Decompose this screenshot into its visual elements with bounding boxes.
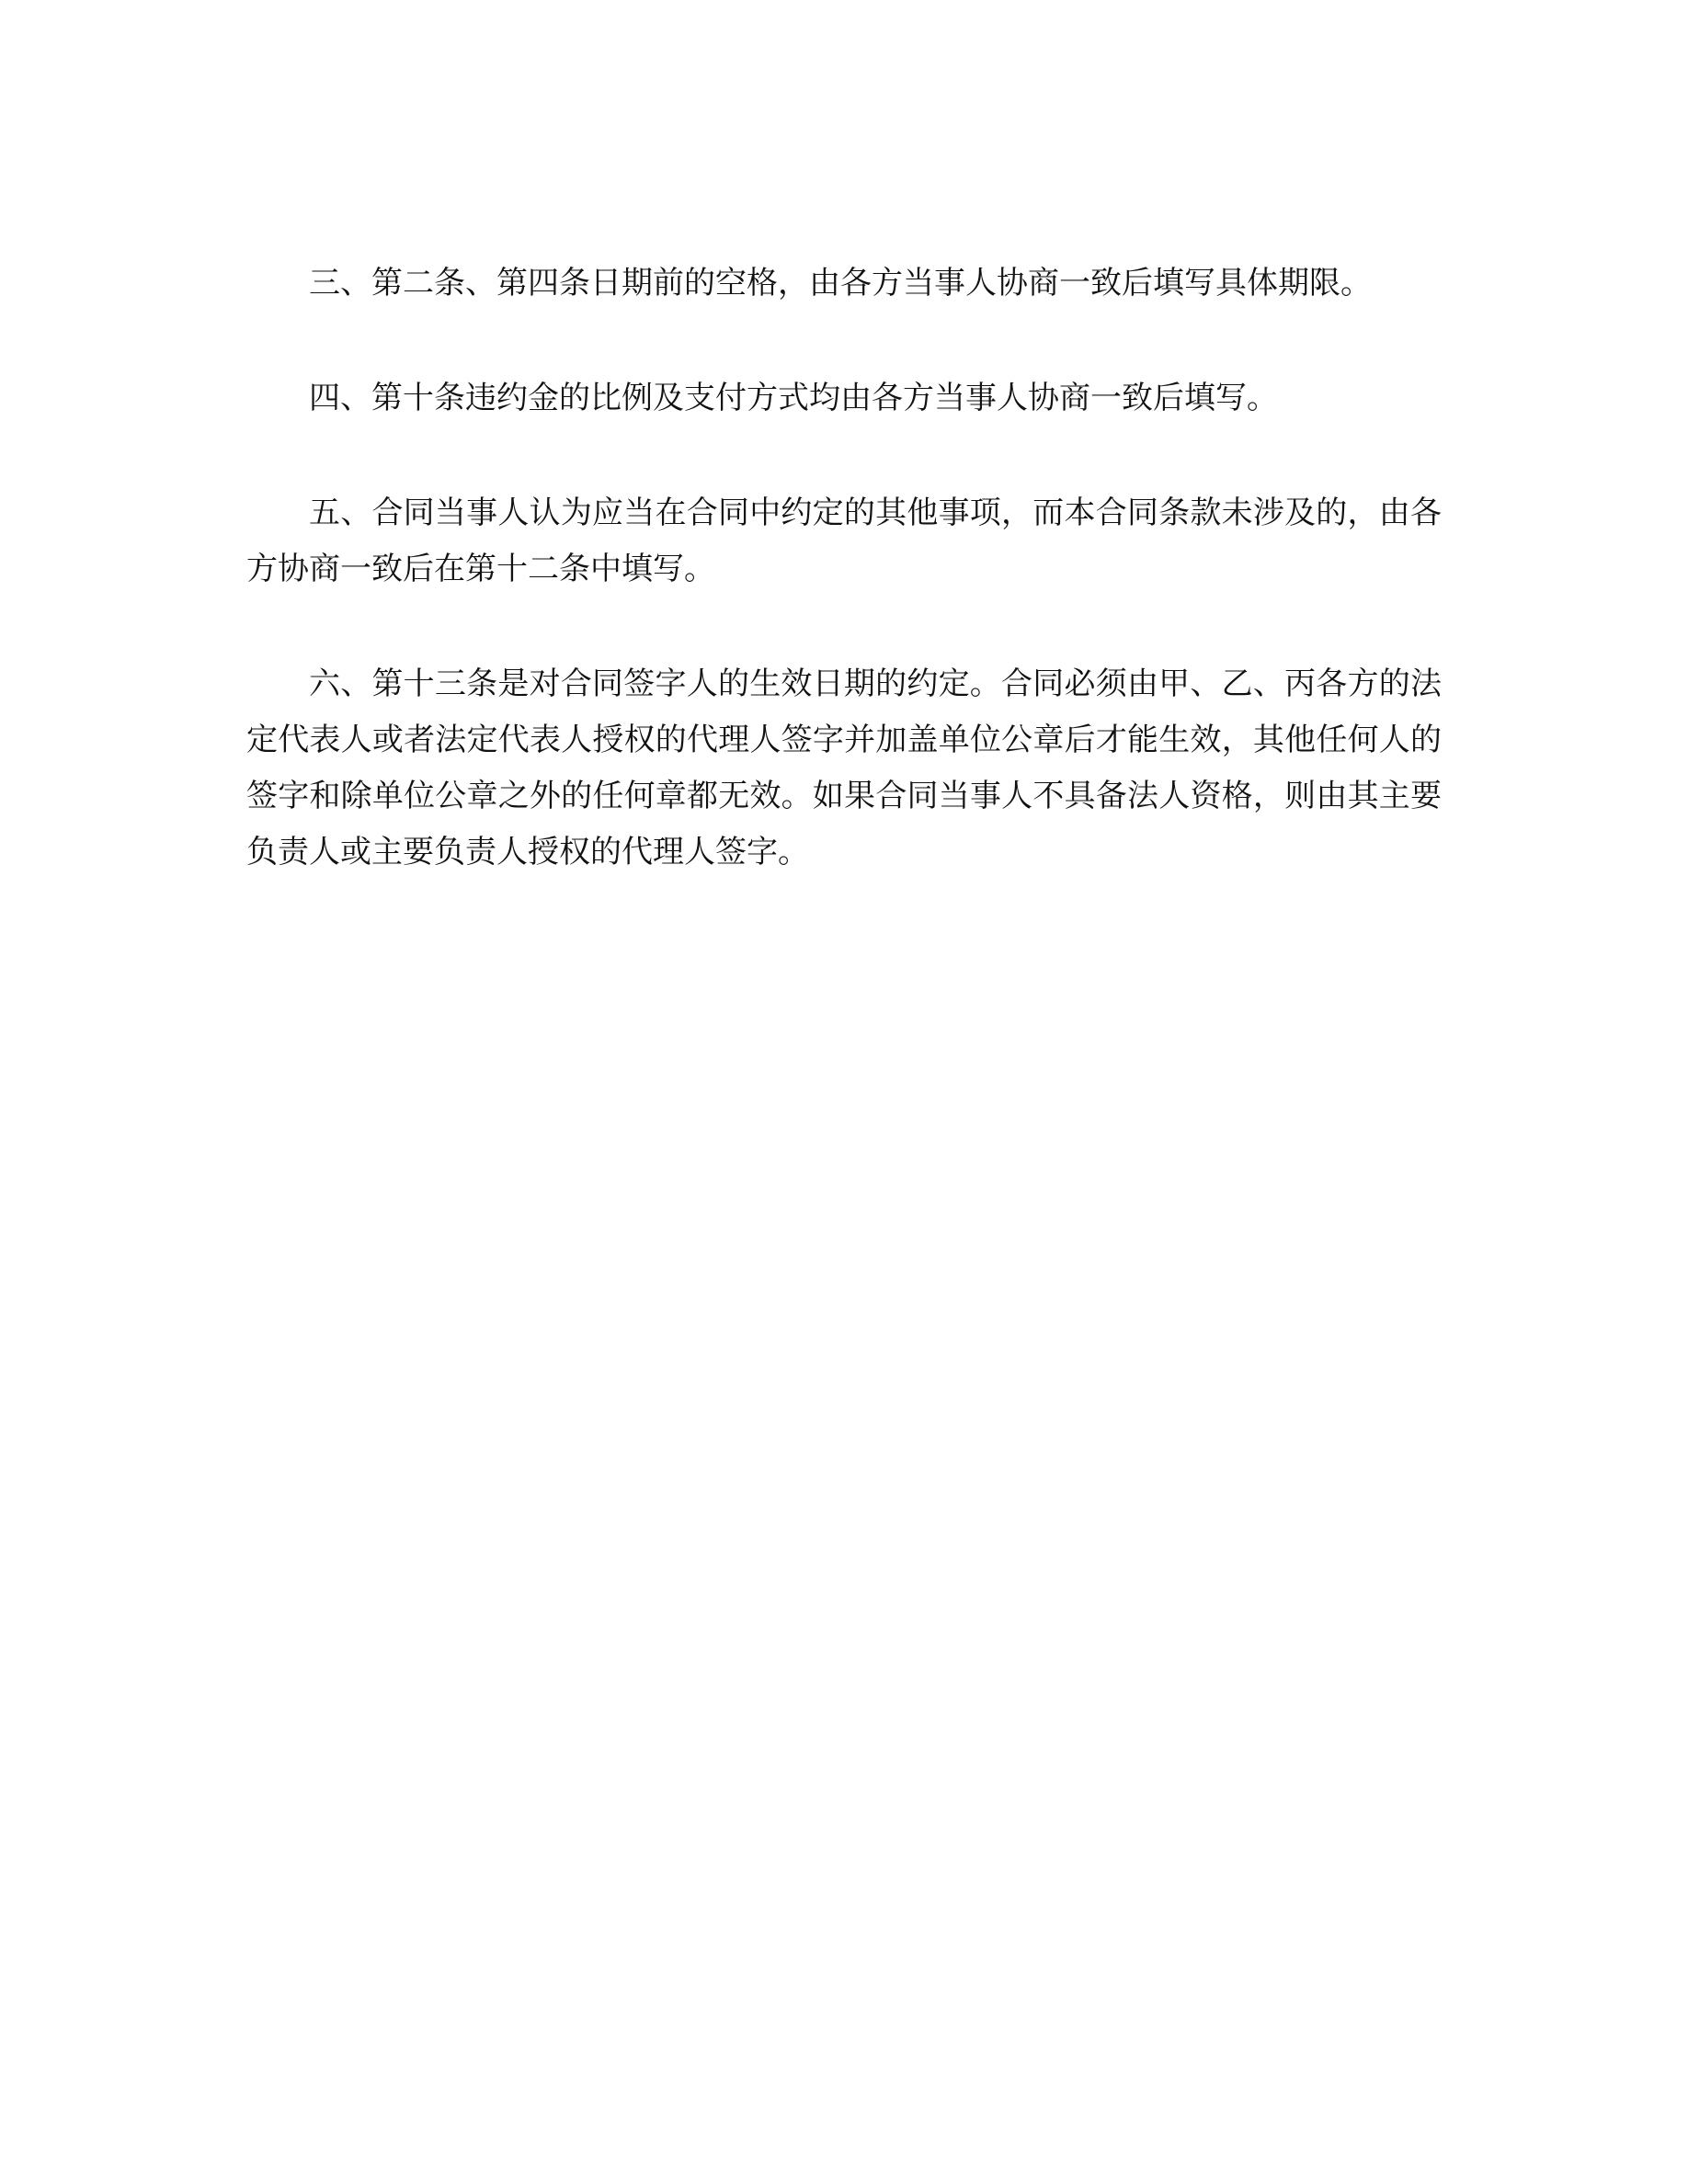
- paragraph-4: 四、第十条违约金的比例及支付方式均由各方当事人协商一致后填写。: [309, 380, 1278, 416]
- paragraph-3: 三、第二条、第四条日期前的空格，由各方当事人协商一致后填写具体期限。: [309, 265, 1372, 301]
- paragraph-6: 六、第十三条是对合同签字人的生效日期的约定。合同必须由甲、乙、丙各方的法定代表人或者法定代表人授权的代理人签字并加盖单位公章后才能生效，其他任何人的签字和除单位公章之外的任何章都无效。如果合同当事人不具备法人资格，则由其主要负责人或主要负责人授权的代理人签字。: [246, 665, 1442, 870]
- paragraph-5: 五、合同当事人认为应当在合同中约定的其他事项，而本合同条款未涉及的，由各方协商一致后在第十二条中填写。: [246, 495, 1442, 587]
- document-body: [246, 256, 1442, 939]
